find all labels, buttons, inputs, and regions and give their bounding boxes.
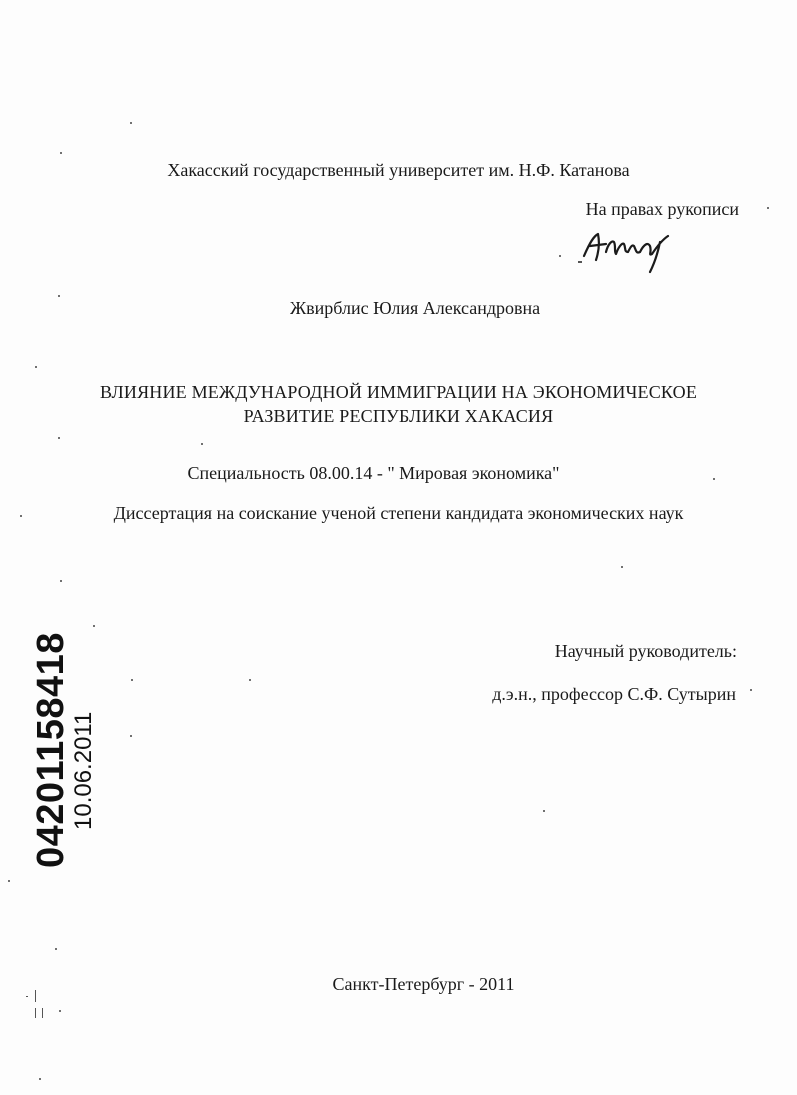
scan-speck	[130, 122, 132, 124]
scan-mark	[42, 1008, 43, 1018]
scan-speck	[60, 580, 62, 582]
scan-speck	[60, 152, 62, 154]
scan-speck	[35, 366, 37, 368]
scan-speck	[58, 295, 60, 297]
stamp-number: 04201158418	[30, 632, 72, 868]
scan-speck	[8, 880, 10, 882]
scan-speck	[93, 625, 95, 627]
supervisor-label: Научный руководитель:	[554, 641, 737, 661]
scan-speck	[621, 566, 623, 568]
scan-speck	[543, 810, 545, 812]
city-year: Санкт-Петербург - 2011	[332, 974, 515, 994]
scan-speck	[39, 1078, 41, 1080]
scan-mark	[35, 990, 36, 1002]
scan-speck	[59, 1010, 61, 1012]
specialty: Специальность 08.00.14 - " Мировая экономика"	[187, 463, 560, 483]
dissertation-degree: Диссертация на соискание ученой степени кандидата экономических наук	[113, 503, 684, 523]
scan-speck	[559, 255, 561, 257]
scan-speck	[130, 735, 132, 737]
scan-speck	[201, 443, 203, 445]
scan-speck	[713, 478, 715, 480]
stamp-date: 10.06.2011	[70, 711, 97, 830]
scan-mark	[26, 996, 28, 997]
scan-mark	[35, 1008, 36, 1018]
manuscript-rights: На правах рукописи	[585, 199, 739, 219]
supervisor-name: д.э.н., профессор С.Ф. Сутырин	[492, 684, 736, 704]
scan-speck	[767, 207, 769, 209]
author-name: Жвирблис Юлия Александровна	[290, 298, 541, 318]
scan-speck	[55, 948, 57, 950]
university-name: Хакасский государственный университет им. Н.Ф. Катанова	[167, 160, 630, 180]
scan-speck	[750, 689, 752, 691]
author-signature	[576, 222, 686, 274]
title-line-2: РАЗВИТИЕ РЕСПУБЛИКИ ХАКАСИЯ	[243, 406, 554, 426]
scan-speck	[249, 679, 251, 681]
dissertation-title	[0, 380, 797, 428]
scan-speck	[131, 679, 133, 681]
scan-speck	[58, 437, 60, 439]
title-line-1: ВЛИЯНИЕ МЕЖДУНАРОДНОЙ ИММИГРАЦИИ НА ЭКОНОМИЧЕСКОЕ	[99, 382, 698, 402]
scan-speck	[20, 515, 22, 517]
